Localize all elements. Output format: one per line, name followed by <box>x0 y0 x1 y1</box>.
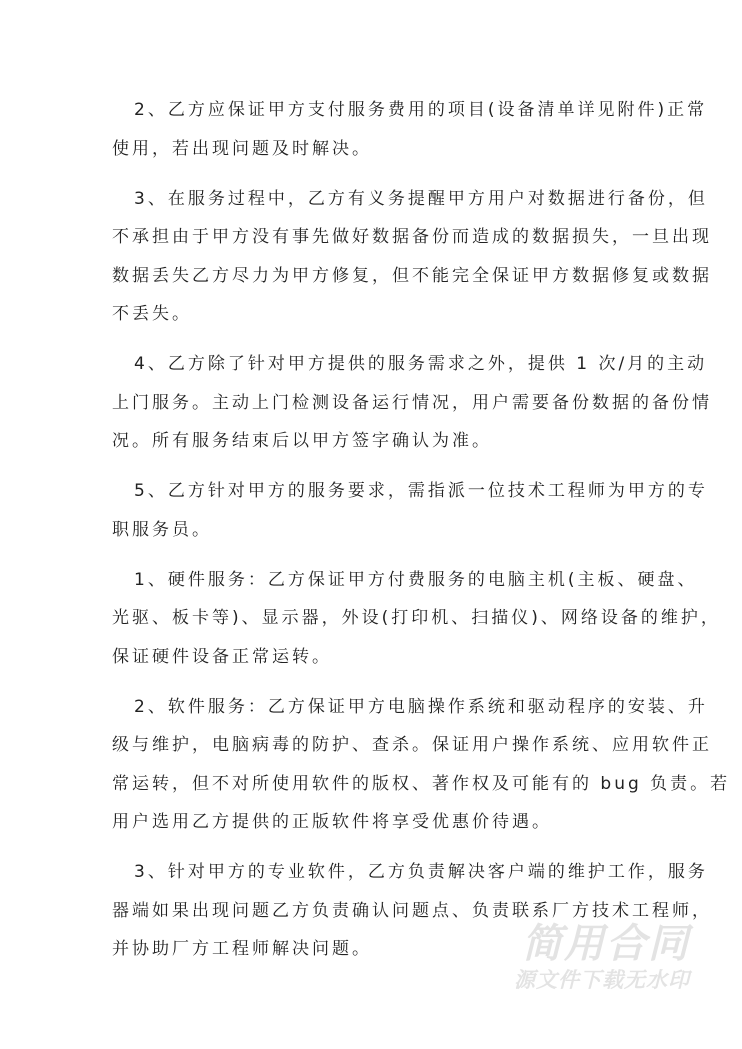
paragraph-line: 1、硬件服务：乙方保证甲方付费服务的电脑主机(主板、硬盘、 <box>134 569 698 590</box>
paragraph-line: 上门服务。主动上门检测设备运行情况，用户需要备份数据的备份情 <box>112 392 712 413</box>
paragraph <box>112 96 708 173</box>
paragraph-line: 2、乙方应保证甲方支付服务费用的项目(设备清单详见附件)正常 <box>134 100 708 120</box>
paragraph-line: 并协助厂方工程师解决问题。 <box>112 939 372 959</box>
paragraph <box>112 185 712 339</box>
paragraph-line: 5、乙方针对甲方的服务要求，需指派一位技术工程师为甲方的专 <box>134 481 708 501</box>
watermark-subtitle: 源文件下载无水印 <box>514 968 690 992</box>
paragraph-line: 数据丢失乙方尽力为甲方修复，但不能完全保证甲方数据修复或数据 <box>112 265 712 286</box>
paragraph-line: 2、软件服务：乙方保证甲方电脑操作系统和驱动程序的安装、升 <box>134 696 708 717</box>
paragraph-line: 光驱、板卡等)、显示器，外设(打印机、扫描仪)、网络设备的维护， <box>112 608 721 628</box>
paragraph-line: 不承担由于甲方没有事先做好数据备份而造成的数据损失，一旦出现 <box>112 227 712 247</box>
paragraph-line: 使用，若出现问题及时解决。 <box>112 138 372 159</box>
paragraph <box>112 566 721 682</box>
paragraph-line: 级与维护，电脑病毒的防护、查杀。保证用户操作系统、应用软件正 <box>112 735 712 755</box>
paragraph-line: 职服务员。 <box>112 519 212 540</box>
paragraph <box>112 477 708 554</box>
paragraph-line: 3、针对甲方的专业软件，乙方负责解决客户端的维护工作，服务 <box>134 862 708 882</box>
paragraph <box>112 350 712 466</box>
paragraph-line: 3、在服务过程中，乙方有义务提醒甲方用户对数据进行备份，但 <box>134 188 708 209</box>
paragraph <box>112 693 731 847</box>
paragraph-line: 用户选用乙方提供的正版软件将享受优惠价待遇。 <box>112 812 552 832</box>
paragraph-line: 不丢失。 <box>112 304 192 324</box>
paragraph-line: 保证硬件设备正常运转。 <box>112 646 332 667</box>
paragraph-line: 4、乙方除了针对甲方提供的服务需求之外，提供 1 次/月的主动 <box>134 354 708 374</box>
watermark-title: 简用合同 <box>522 921 690 967</box>
paragraph-line: 常运转，但不对所使用软件的版权、著作权及可能有的 bug 负责。若 <box>112 773 731 794</box>
paragraph-line: 器端如果出现问题乙方负责确认问题点、负责联系厂方技术工程师， <box>112 900 712 921</box>
paragraph-line: 况。所有服务结束后以甲方签字确认为准。 <box>112 431 492 451</box>
document-body <box>112 96 731 985</box>
